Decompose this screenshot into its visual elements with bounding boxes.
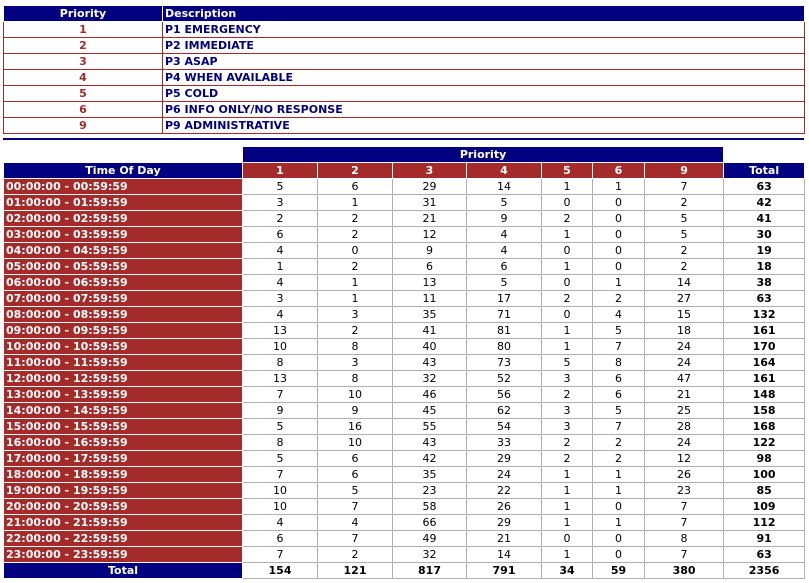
count-cell: 1 [318, 291, 393, 307]
legend-row [4, 102, 805, 118]
legend-header-row [4, 6, 805, 22]
count-cell: 3 [243, 195, 318, 211]
count-cell: 5 [542, 355, 593, 371]
count-cell: 7 [645, 515, 724, 531]
count-cell: 29 [393, 179, 467, 195]
time-range-label: 00:00:00 - 00:59:59 [4, 179, 243, 195]
legend-priority: 2 [4, 38, 163, 54]
legend-body [4, 22, 805, 134]
count-cell: 5 [243, 451, 318, 467]
count-cell: 29 [467, 515, 542, 531]
count-cell: 2 [542, 211, 593, 227]
time-range-label: 02:00:00 - 02:59:59 [4, 211, 243, 227]
time-range-label: 06:00:00 - 06:59:59 [4, 275, 243, 291]
time-range-label: 01:00:00 - 01:59:59 [4, 195, 243, 211]
hour-row [4, 339, 805, 355]
count-cell: 21 [467, 531, 542, 547]
count-cell: 35 [393, 307, 467, 323]
count-cell: 7 [243, 467, 318, 483]
count-cell: 5 [467, 195, 542, 211]
count-cell: 4 [243, 243, 318, 259]
count-cell: 2 [318, 259, 393, 275]
count-cell: 4 [467, 243, 542, 259]
count-cell: 4 [593, 307, 645, 323]
count-cell: 24 [645, 339, 724, 355]
count-cell: 18 [645, 323, 724, 339]
row-total-cell: 168 [724, 419, 805, 435]
count-cell: 13 [393, 275, 467, 291]
count-cell: 2 [645, 259, 724, 275]
count-cell: 7 [645, 499, 724, 515]
count-cell: 2 [593, 435, 645, 451]
row-total-cell: 63 [724, 179, 805, 195]
priority-column-header: 2 [318, 163, 393, 179]
count-cell: 52 [467, 371, 542, 387]
hour-row [4, 227, 805, 243]
hour-row [4, 259, 805, 275]
count-cell: 56 [467, 387, 542, 403]
count-cell: 43 [393, 435, 467, 451]
legend-header-description: Description [163, 6, 805, 22]
row-total-cell: 41 [724, 211, 805, 227]
time-range-label: 17:00:00 - 17:59:59 [4, 451, 243, 467]
count-cell: 2 [542, 291, 593, 307]
blank-corner [4, 147, 243, 163]
count-cell: 8 [318, 339, 393, 355]
count-cell: 0 [593, 211, 645, 227]
count-cell: 73 [467, 355, 542, 371]
count-cell: 9 [318, 403, 393, 419]
count-cell: 12 [393, 227, 467, 243]
row-total-cell: 132 [724, 307, 805, 323]
column-total-cell: 121 [318, 563, 393, 579]
count-cell: 6 [318, 467, 393, 483]
legend-description: P3 ASAP [163, 54, 805, 70]
count-cell: 0 [542, 195, 593, 211]
count-cell: 54 [467, 419, 542, 435]
row-total-cell: 109 [724, 499, 805, 515]
grand-total-cell: 2356 [724, 563, 805, 579]
column-total-cell: 380 [645, 563, 724, 579]
count-cell: 25 [645, 403, 724, 419]
count-cell: 29 [467, 451, 542, 467]
count-cell: 26 [467, 499, 542, 515]
count-cell: 2 [318, 227, 393, 243]
count-cell: 4 [467, 227, 542, 243]
count-cell: 3 [542, 403, 593, 419]
count-cell: 7 [318, 499, 393, 515]
column-header-row [4, 163, 805, 179]
count-cell: 1 [593, 275, 645, 291]
count-cell: 0 [593, 243, 645, 259]
count-cell: 5 [593, 323, 645, 339]
hour-row [4, 531, 805, 547]
count-cell: 1 [542, 547, 593, 563]
count-cell: 17 [467, 291, 542, 307]
priority-legend-table [3, 5, 805, 134]
count-cell: 1 [542, 515, 593, 531]
count-cell: 2 [318, 323, 393, 339]
count-cell: 2 [542, 451, 593, 467]
legend-description: P5 COLD [163, 86, 805, 102]
count-cell: 15 [645, 307, 724, 323]
row-total-cell: 63 [724, 291, 805, 307]
count-cell: 1 [542, 259, 593, 275]
priority-column-header: 3 [393, 163, 467, 179]
total-column-header: Total [724, 163, 805, 179]
count-cell: 5 [318, 483, 393, 499]
count-cell: 5 [645, 227, 724, 243]
legend-priority: 4 [4, 70, 163, 86]
legend-description: P2 IMMEDIATE [163, 38, 805, 54]
count-cell: 2 [593, 291, 645, 307]
count-cell: 14 [467, 179, 542, 195]
count-cell: 80 [467, 339, 542, 355]
count-cell: 5 [243, 419, 318, 435]
count-cell: 22 [467, 483, 542, 499]
legend-header-priority: Priority [4, 6, 163, 22]
legend-row [4, 86, 805, 102]
column-total-cell: 34 [542, 563, 593, 579]
row-total-cell: 18 [724, 259, 805, 275]
time-range-label: 12:00:00 - 12:59:59 [4, 371, 243, 387]
count-cell: 49 [393, 531, 467, 547]
hour-row [4, 403, 805, 419]
row-total-cell: 161 [724, 371, 805, 387]
count-cell: 2 [593, 451, 645, 467]
count-cell: 3 [318, 355, 393, 371]
count-cell: 23 [645, 483, 724, 499]
row-total-cell: 100 [724, 467, 805, 483]
legend-priority: 1 [4, 22, 163, 38]
legend-row [4, 54, 805, 70]
count-cell: 1 [318, 275, 393, 291]
legend-priority: 3 [4, 54, 163, 70]
time-range-label: 15:00:00 - 15:59:59 [4, 419, 243, 435]
count-cell: 21 [645, 387, 724, 403]
time-range-label: 10:00:00 - 10:59:59 [4, 339, 243, 355]
count-cell: 6 [467, 259, 542, 275]
time-range-label: 05:00:00 - 05:59:59 [4, 259, 243, 275]
row-total-cell: 63 [724, 547, 805, 563]
totals-row [4, 563, 805, 579]
count-cell: 46 [393, 387, 467, 403]
count-cell: 1 [542, 339, 593, 355]
count-cell: 40 [393, 339, 467, 355]
hour-row [4, 291, 805, 307]
count-cell: 7 [243, 547, 318, 563]
hourly-rows [4, 179, 805, 563]
count-cell: 1 [243, 259, 318, 275]
time-range-label: 09:00:00 - 09:59:59 [4, 323, 243, 339]
count-cell: 16 [318, 419, 393, 435]
priority-column-header: 9 [645, 163, 724, 179]
time-range-label: 18:00:00 - 18:59:59 [4, 467, 243, 483]
time-range-label: 21:00:00 - 21:59:59 [4, 515, 243, 531]
priority-column-header: 4 [467, 163, 542, 179]
count-cell: 13 [243, 323, 318, 339]
blank-corner-right [724, 147, 805, 163]
count-cell: 8 [243, 355, 318, 371]
legend-row [4, 70, 805, 86]
count-cell: 3 [243, 291, 318, 307]
count-cell: 4 [243, 307, 318, 323]
count-cell: 0 [318, 243, 393, 259]
count-cell: 5 [593, 403, 645, 419]
count-cell: 62 [467, 403, 542, 419]
section-divider [3, 138, 804, 140]
row-total-cell: 42 [724, 195, 805, 211]
legend-description: P6 INFO ONLY/NO RESPONSE [163, 102, 805, 118]
count-cell: 8 [593, 355, 645, 371]
count-cell: 35 [393, 467, 467, 483]
count-cell: 41 [393, 323, 467, 339]
count-cell: 7 [645, 179, 724, 195]
legend-priority: 5 [4, 86, 163, 102]
time-range-label: 13:00:00 - 13:59:59 [4, 387, 243, 403]
time-range-label: 07:00:00 - 07:59:59 [4, 291, 243, 307]
row-total-cell: 85 [724, 483, 805, 499]
count-cell: 0 [542, 307, 593, 323]
time-range-label: 04:00:00 - 04:59:59 [4, 243, 243, 259]
row-total-cell: 148 [724, 387, 805, 403]
row-total-cell: 158 [724, 403, 805, 419]
time-range-label: 14:00:00 - 14:59:59 [4, 403, 243, 419]
priority-group-header: Priority [243, 147, 724, 163]
legend-row [4, 118, 805, 134]
legend-row [4, 38, 805, 54]
time-range-label: 22:00:00 - 22:59:59 [4, 531, 243, 547]
count-cell: 0 [593, 195, 645, 211]
count-cell: 0 [542, 531, 593, 547]
count-cell: 45 [393, 403, 467, 419]
time-range-label: 19:00:00 - 19:59:59 [4, 483, 243, 499]
count-cell: 14 [467, 547, 542, 563]
row-total-cell: 112 [724, 515, 805, 531]
hour-row [4, 323, 805, 339]
count-cell: 7 [243, 387, 318, 403]
count-cell: 0 [542, 243, 593, 259]
count-cell: 1 [318, 195, 393, 211]
count-cell: 1 [542, 467, 593, 483]
count-cell: 2 [318, 547, 393, 563]
count-cell: 1 [542, 483, 593, 499]
count-cell: 31 [393, 195, 467, 211]
count-cell: 1 [542, 499, 593, 515]
count-cell: 33 [467, 435, 542, 451]
legend-row [4, 22, 805, 38]
count-cell: 3 [318, 307, 393, 323]
count-cell: 10 [243, 339, 318, 355]
time-range-label: 03:00:00 - 03:59:59 [4, 227, 243, 243]
row-total-cell: 91 [724, 531, 805, 547]
count-cell: 0 [542, 275, 593, 291]
count-cell: 0 [593, 227, 645, 243]
row-total-cell: 38 [724, 275, 805, 291]
hour-row [4, 243, 805, 259]
count-cell: 9 [467, 211, 542, 227]
legend-description: P1 EMERGENCY [163, 22, 805, 38]
count-cell: 21 [393, 211, 467, 227]
count-cell: 71 [467, 307, 542, 323]
time-of-day-header: Time Of Day [4, 163, 243, 179]
row-total-cell: 122 [724, 435, 805, 451]
priority-column-header: 1 [243, 163, 318, 179]
count-cell: 2 [645, 195, 724, 211]
count-cell: 6 [393, 259, 467, 275]
count-cell: 2 [243, 211, 318, 227]
count-cell: 7 [593, 419, 645, 435]
count-cell: 24 [645, 355, 724, 371]
count-cell: 7 [645, 547, 724, 563]
count-cell: 10 [243, 483, 318, 499]
count-cell: 32 [393, 547, 467, 563]
hour-row [4, 179, 805, 195]
count-cell: 14 [645, 275, 724, 291]
row-total-cell: 170 [724, 339, 805, 355]
row-total-cell: 19 [724, 243, 805, 259]
row-total-cell: 161 [724, 323, 805, 339]
count-cell: 6 [243, 531, 318, 547]
count-cell: 6 [243, 227, 318, 243]
count-cell: 66 [393, 515, 467, 531]
count-cell: 5 [467, 275, 542, 291]
row-total-cell: 164 [724, 355, 805, 371]
legend-description: P9 ADMINISTRATIVE [163, 118, 805, 134]
count-cell: 6 [593, 387, 645, 403]
count-cell: 4 [243, 275, 318, 291]
count-cell: 0 [593, 499, 645, 515]
count-cell: 1 [542, 179, 593, 195]
priority-column-header: 5 [542, 163, 593, 179]
count-cell: 9 [393, 243, 467, 259]
legend-priority: 9 [4, 118, 163, 134]
count-cell: 7 [593, 339, 645, 355]
hour-row [4, 515, 805, 531]
calls-by-hour-table [3, 146, 805, 579]
hour-row [4, 275, 805, 291]
hour-row [4, 451, 805, 467]
count-cell: 10 [318, 435, 393, 451]
count-cell: 58 [393, 499, 467, 515]
count-cell: 2 [318, 211, 393, 227]
count-cell: 8 [243, 435, 318, 451]
count-cell: 1 [542, 323, 593, 339]
hour-row [4, 499, 805, 515]
count-cell: 1 [593, 467, 645, 483]
column-total-cell: 817 [393, 563, 467, 579]
count-cell: 10 [243, 499, 318, 515]
count-cell: 7 [318, 531, 393, 547]
time-range-label: 23:00:00 - 23:59:59 [4, 547, 243, 563]
column-total-cell: 59 [593, 563, 645, 579]
count-cell: 2 [645, 243, 724, 259]
count-cell: 24 [645, 435, 724, 451]
count-cell: 13 [243, 371, 318, 387]
count-cell: 1 [593, 515, 645, 531]
hour-row [4, 467, 805, 483]
count-cell: 28 [645, 419, 724, 435]
time-range-label: 08:00:00 - 08:59:59 [4, 307, 243, 323]
count-cell: 55 [393, 419, 467, 435]
count-cell: 5 [645, 211, 724, 227]
count-cell: 23 [393, 483, 467, 499]
hour-row [4, 435, 805, 451]
totals-label: Total [4, 563, 243, 579]
count-cell: 6 [318, 179, 393, 195]
column-total-cell: 154 [243, 563, 318, 579]
count-cell: 1 [593, 483, 645, 499]
hour-row [4, 387, 805, 403]
count-cell: 0 [593, 259, 645, 275]
count-cell: 10 [318, 387, 393, 403]
count-cell: 47 [645, 371, 724, 387]
hour-row [4, 195, 805, 211]
count-cell: 26 [645, 467, 724, 483]
count-cell: 27 [645, 291, 724, 307]
count-cell: 9 [243, 403, 318, 419]
count-cell: 6 [318, 451, 393, 467]
count-cell: 2 [542, 387, 593, 403]
row-total-cell: 30 [724, 227, 805, 243]
hour-row [4, 371, 805, 387]
count-cell: 5 [243, 179, 318, 195]
count-cell: 4 [243, 515, 318, 531]
hour-row [4, 419, 805, 435]
count-cell: 43 [393, 355, 467, 371]
count-cell: 3 [542, 371, 593, 387]
group-header-row [4, 147, 805, 163]
count-cell: 42 [393, 451, 467, 467]
count-cell: 2 [542, 435, 593, 451]
hour-row [4, 355, 805, 371]
legend-description: P4 WHEN AVAILABLE [163, 70, 805, 86]
count-cell: 1 [593, 179, 645, 195]
count-cell: 3 [542, 419, 593, 435]
hour-row [4, 211, 805, 227]
hour-row [4, 307, 805, 323]
count-cell: 8 [645, 531, 724, 547]
hour-row [4, 547, 805, 563]
count-cell: 8 [318, 371, 393, 387]
row-total-cell: 98 [724, 451, 805, 467]
count-cell: 0 [593, 547, 645, 563]
count-cell: 32 [393, 371, 467, 387]
hour-row [4, 483, 805, 499]
priority-column-header: 6 [593, 163, 645, 179]
time-range-label: 20:00:00 - 20:59:59 [4, 499, 243, 515]
legend-priority: 6 [4, 102, 163, 118]
count-cell: 0 [593, 531, 645, 547]
count-cell: 24 [467, 467, 542, 483]
count-cell: 12 [645, 451, 724, 467]
time-range-label: 11:00:00 - 11:59:59 [4, 355, 243, 371]
count-cell: 11 [393, 291, 467, 307]
time-range-label: 16:00:00 - 16:59:59 [4, 435, 243, 451]
count-cell: 6 [593, 371, 645, 387]
column-total-cell: 791 [467, 563, 542, 579]
count-cell: 1 [542, 227, 593, 243]
count-cell: 4 [318, 515, 393, 531]
count-cell: 81 [467, 323, 542, 339]
